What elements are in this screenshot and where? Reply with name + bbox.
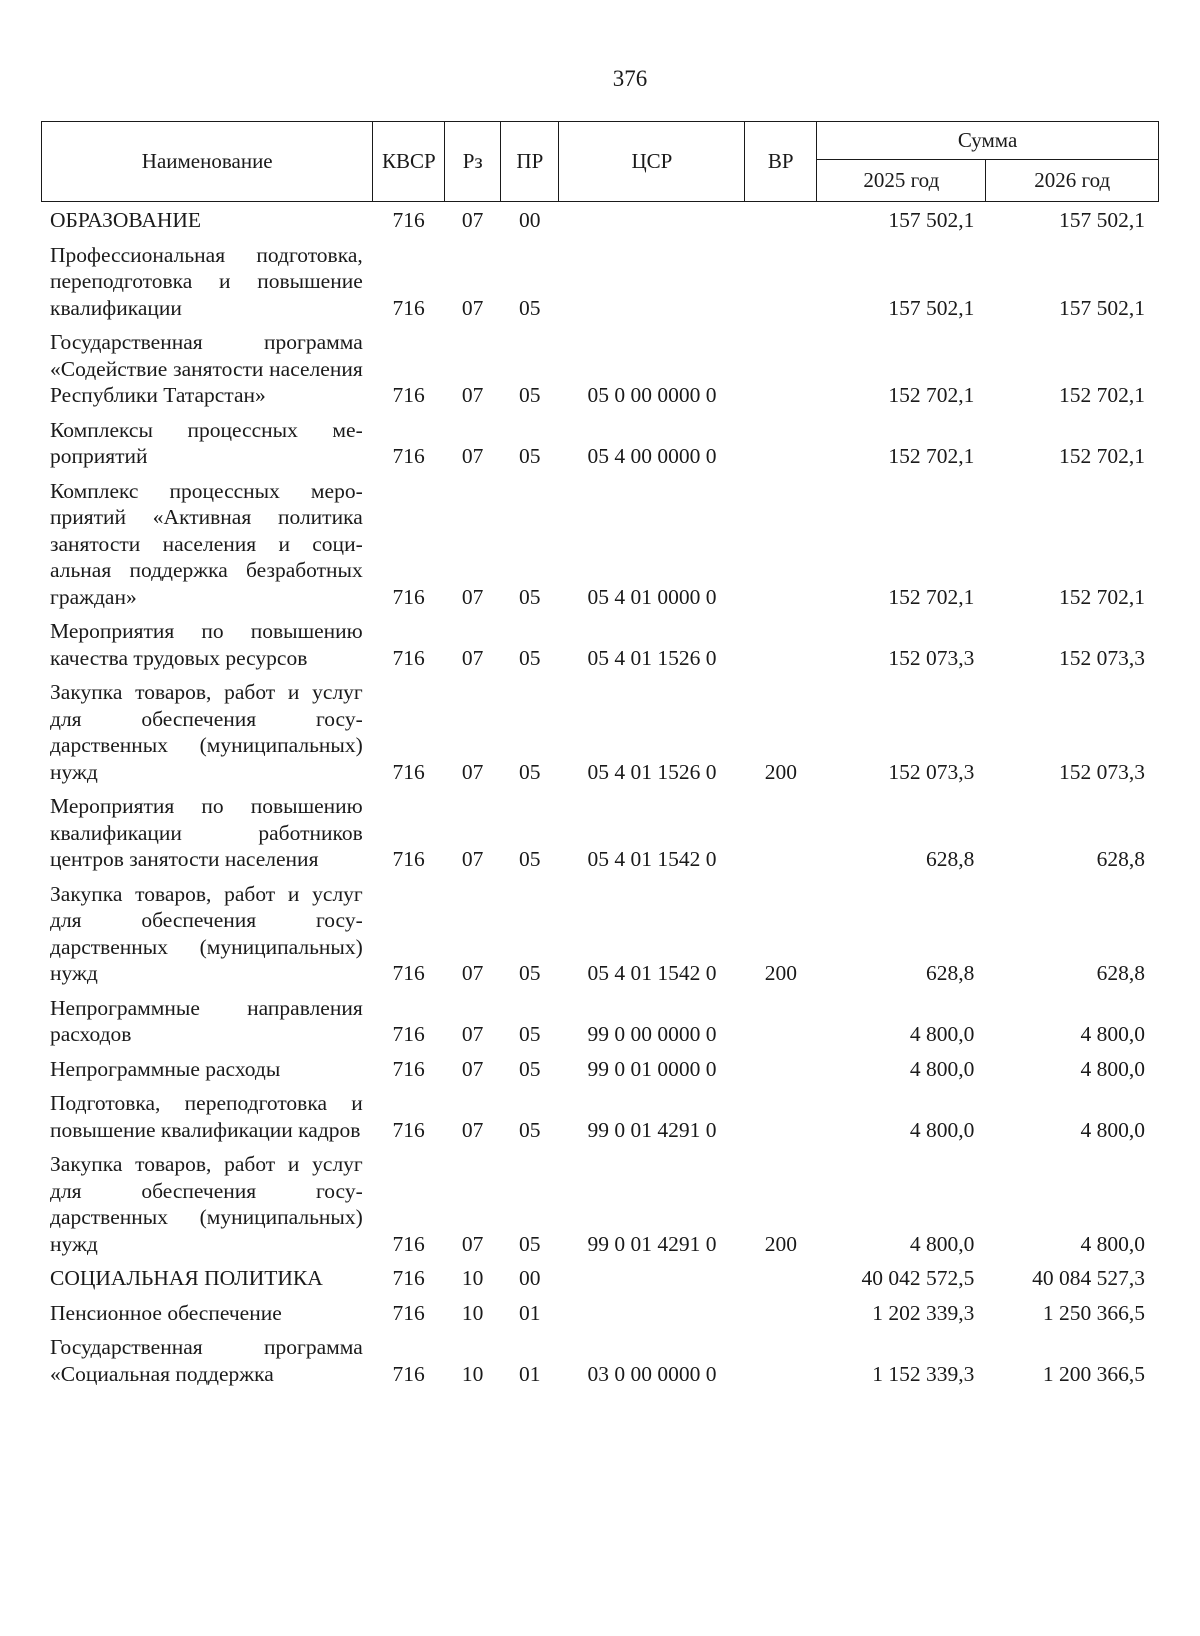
row-sum-2026: 152 702,1 — [1059, 584, 1145, 609]
table-row — [41, 990, 1159, 1051]
table-row — [41, 1329, 1159, 1390]
row-pr: 05 — [519, 759, 541, 784]
row-csr: 05 4 01 1542 0 — [587, 847, 717, 871]
header-year-2025: 2025 год — [817, 160, 986, 202]
page-number: 376 — [612, 66, 648, 91]
row-kvsr: 716 — [392, 961, 425, 985]
row-pr: 05 — [519, 444, 541, 468]
row-pr: 05 — [519, 847, 541, 871]
row-vr — [745, 473, 817, 614]
row-rz: 07 — [461, 584, 484, 609]
header-rz: Рз — [445, 122, 501, 202]
header-sum: Сумма — [817, 122, 1159, 160]
row-sum-2025: 152 702,1 — [888, 444, 975, 468]
row-sum-2025: 628,8 — [925, 847, 975, 871]
header-name: Наименование — [42, 122, 373, 202]
table-row — [41, 1146, 1159, 1260]
row-sum-2025: 152 073,3 — [888, 759, 975, 784]
row-pr: 05 — [519, 1117, 541, 1142]
row-pr: 05 — [519, 1231, 541, 1256]
table-header — [41, 121, 1159, 202]
row-vr — [745, 237, 817, 325]
row-rz: 07 — [461, 383, 484, 407]
row-kvsr: 716 — [392, 1361, 425, 1386]
row-kvsr: 716 — [392, 208, 425, 232]
row-kvsr: 716 — [392, 1231, 425, 1256]
row-kvsr: 716 — [392, 1056, 425, 1081]
row-pr: 05 — [519, 961, 541, 985]
row-pr: 05 — [519, 645, 541, 670]
row-pr: 05 — [519, 1022, 541, 1046]
row-sum-2026: 4 800,0 — [1080, 1022, 1145, 1046]
row-sum-2025: 4 800,0 — [909, 1022, 975, 1046]
row-csr: 05 0 00 0000 0 — [587, 383, 717, 407]
row-rz: 07 — [461, 1117, 484, 1142]
row-pr: 00 — [519, 208, 541, 232]
table-row — [41, 237, 1159, 325]
table-row — [41, 1085, 1159, 1146]
row-kvsr: 716 — [392, 383, 425, 407]
row-rz: 10 — [461, 1300, 484, 1325]
row-vr — [745, 1260, 817, 1295]
row-kvsr: 716 — [392, 584, 425, 609]
budget-table — [41, 121, 1159, 1390]
table-row — [41, 1260, 1159, 1295]
row-vr — [745, 1051, 817, 1086]
row-sum-2026: 40 084 527,3 — [1032, 1266, 1145, 1290]
row-sum-2026: 1 250 366,5 — [1042, 1300, 1145, 1325]
row-kvsr: 716 — [392, 847, 425, 871]
row-pr: 01 — [519, 1361, 541, 1386]
header-pr: ПР — [501, 122, 559, 202]
row-kvsr: 716 — [392, 1117, 425, 1142]
row-rz: 07 — [461, 645, 484, 670]
row-vr — [745, 788, 817, 876]
row-csr: 99 0 00 0000 0 — [587, 1022, 717, 1046]
row-name: Мероприятия по повышению квалификации работников центров занятости населения — [50, 794, 363, 871]
row-sum-2025: 157 502,1 — [888, 208, 975, 232]
row-csr: 05 4 00 0000 0 — [587, 444, 717, 468]
row-sum-2025: 1 202 339,3 — [872, 1300, 975, 1325]
row-name: Закупка товаров, работ и услуг для обеспечения государственных (муниципальных) нужд — [50, 881, 363, 985]
row-kvsr: 716 — [392, 1266, 425, 1290]
row-csr: 99 0 01 0000 0 — [587, 1056, 717, 1081]
row-name: СОЦИАЛЬНАЯ ПОЛИТИКА — [50, 1266, 323, 1290]
row-csr — [559, 1260, 745, 1295]
row-rz: 07 — [461, 1022, 484, 1046]
row-kvsr: 716 — [392, 295, 425, 320]
row-name: Комплексы процессных мероприятий — [50, 417, 363, 468]
row-kvsr: 716 — [392, 645, 425, 670]
row-kvsr: 716 — [392, 1022, 425, 1046]
row-csr: 05 4 01 0000 0 — [587, 584, 717, 609]
row-pr: 00 — [519, 1266, 541, 1290]
row-sum-2025: 157 502,1 — [888, 295, 975, 320]
header-vr: ВР — [745, 122, 817, 202]
row-sum-2026: 157 502,1 — [1059, 208, 1145, 232]
row-csr: 03 0 00 0000 0 — [587, 1361, 717, 1386]
row-rz: 07 — [461, 759, 484, 784]
row-vr — [745, 1329, 817, 1390]
row-pr: 05 — [519, 584, 541, 609]
table-row — [41, 473, 1159, 614]
header-kvsr: КВСР — [373, 122, 445, 202]
row-sum-2026: 4 800,0 — [1080, 1056, 1145, 1081]
table-row — [41, 1051, 1159, 1086]
row-name: Комплекс процессных мероприятий «Активная политика занятости населения и социальная поддержка безработных граждан» — [50, 478, 363, 609]
row-kvsr: 716 — [392, 759, 425, 784]
row-pr: 05 — [519, 1056, 541, 1081]
table-row — [41, 788, 1159, 876]
row-sum-2026: 152 073,3 — [1059, 759, 1145, 784]
row-csr: 05 4 01 1526 0 — [587, 645, 717, 670]
row-sum-2025: 40 042 572,5 — [861, 1266, 975, 1290]
row-rz: 07 — [461, 208, 484, 232]
row-sum-2026: 1 200 366,5 — [1042, 1361, 1145, 1386]
table-row — [41, 876, 1159, 990]
table-row — [41, 674, 1159, 788]
row-sum-2026: 152 702,1 — [1059, 383, 1145, 407]
row-pr: 05 — [519, 295, 541, 320]
row-name: Государственная программа «Социальная поддержка — [50, 1335, 363, 1386]
row-sum-2026: 628,8 — [1096, 847, 1145, 871]
row-vr — [745, 412, 817, 473]
row-csr — [559, 1295, 745, 1330]
row-sum-2025: 152 702,1 — [888, 584, 975, 609]
row-name: Подготовка, переподготовка и повышение квалификации кадров — [50, 1091, 363, 1142]
row-rz: 10 — [461, 1361, 484, 1386]
row-name: Профессиональная подготовка, переподготовка и повышение квалификации — [50, 242, 363, 320]
row-csr: 05 4 01 1526 0 — [587, 759, 717, 784]
row-sum-2026: 152 702,1 — [1059, 444, 1145, 468]
row-sum-2026: 157 502,1 — [1059, 295, 1145, 320]
row-sum-2025: 152 073,3 — [888, 645, 975, 670]
row-vr — [745, 613, 817, 674]
row-kvsr: 716 — [392, 444, 425, 468]
row-kvsr: 716 — [392, 1300, 425, 1325]
row-vr — [745, 1085, 817, 1146]
table-row — [41, 412, 1159, 473]
row-sum-2026: 4 800,0 — [1080, 1231, 1145, 1256]
table-row — [41, 324, 1159, 412]
row-rz: 10 — [461, 1266, 484, 1290]
row-sum-2025: 628,8 — [925, 961, 975, 985]
row-name: Непрограммные направления расходов — [50, 995, 363, 1046]
row-vr — [745, 202, 817, 237]
row-name: Непрограммные расходы — [50, 1056, 281, 1081]
row-sum-2025: 4 800,0 — [909, 1117, 975, 1142]
row-name: Мероприятия по повышению качества трудовых ресурсов — [50, 619, 363, 670]
row-name: Закупка товаров, работ и услуг для обеспечения государственных (муниципальных) нужд — [50, 1152, 363, 1256]
row-pr: 01 — [519, 1300, 541, 1325]
row-rz: 07 — [461, 961, 484, 985]
row-csr: 99 0 01 4291 0 — [587, 1231, 717, 1256]
row-csr — [559, 202, 745, 237]
row-vr: 200 — [764, 1231, 798, 1256]
row-sum-2025: 4 800,0 — [909, 1056, 975, 1081]
row-name: Пенсионное обеспечение — [50, 1300, 282, 1325]
row-vr: 200 — [764, 961, 798, 985]
table-row — [41, 613, 1159, 674]
header-year-2026: 2026 год — [986, 160, 1159, 202]
row-name: ОБРАЗОВАНИЕ — [50, 208, 202, 232]
row-rz: 07 — [461, 1231, 484, 1256]
row-vr: 200 — [764, 759, 798, 784]
row-csr: 05 4 01 1542 0 — [587, 961, 717, 985]
row-name: Государственная программа «Содействие занятости населения Республики Татарстан» — [50, 330, 363, 407]
row-sum-2026: 152 073,3 — [1059, 645, 1145, 670]
row-rz: 07 — [461, 1056, 484, 1081]
table-row — [41, 202, 1159, 237]
header-csr: ЦСР — [559, 122, 745, 202]
row-vr — [745, 324, 817, 412]
row-rz: 07 — [461, 444, 484, 468]
row-sum-2026: 4 800,0 — [1080, 1117, 1145, 1142]
row-rz: 07 — [461, 847, 484, 871]
row-sum-2026: 628,8 — [1096, 961, 1145, 985]
row-sum-2025: 1 152 339,3 — [872, 1361, 975, 1386]
row-vr — [745, 1295, 817, 1330]
row-pr: 05 — [519, 383, 541, 407]
row-rz: 07 — [461, 295, 484, 320]
table-row — [41, 1295, 1159, 1330]
row-vr — [745, 990, 817, 1051]
row-csr — [559, 237, 745, 325]
row-sum-2025: 152 702,1 — [888, 383, 975, 407]
row-csr: 99 0 01 4291 0 — [587, 1117, 717, 1142]
row-sum-2025: 4 800,0 — [909, 1231, 975, 1256]
row-name: Закупка товаров, работ и услуг для обеспечения государственных (муниципальных) нужд — [50, 680, 363, 784]
table-body — [41, 202, 1159, 1390]
